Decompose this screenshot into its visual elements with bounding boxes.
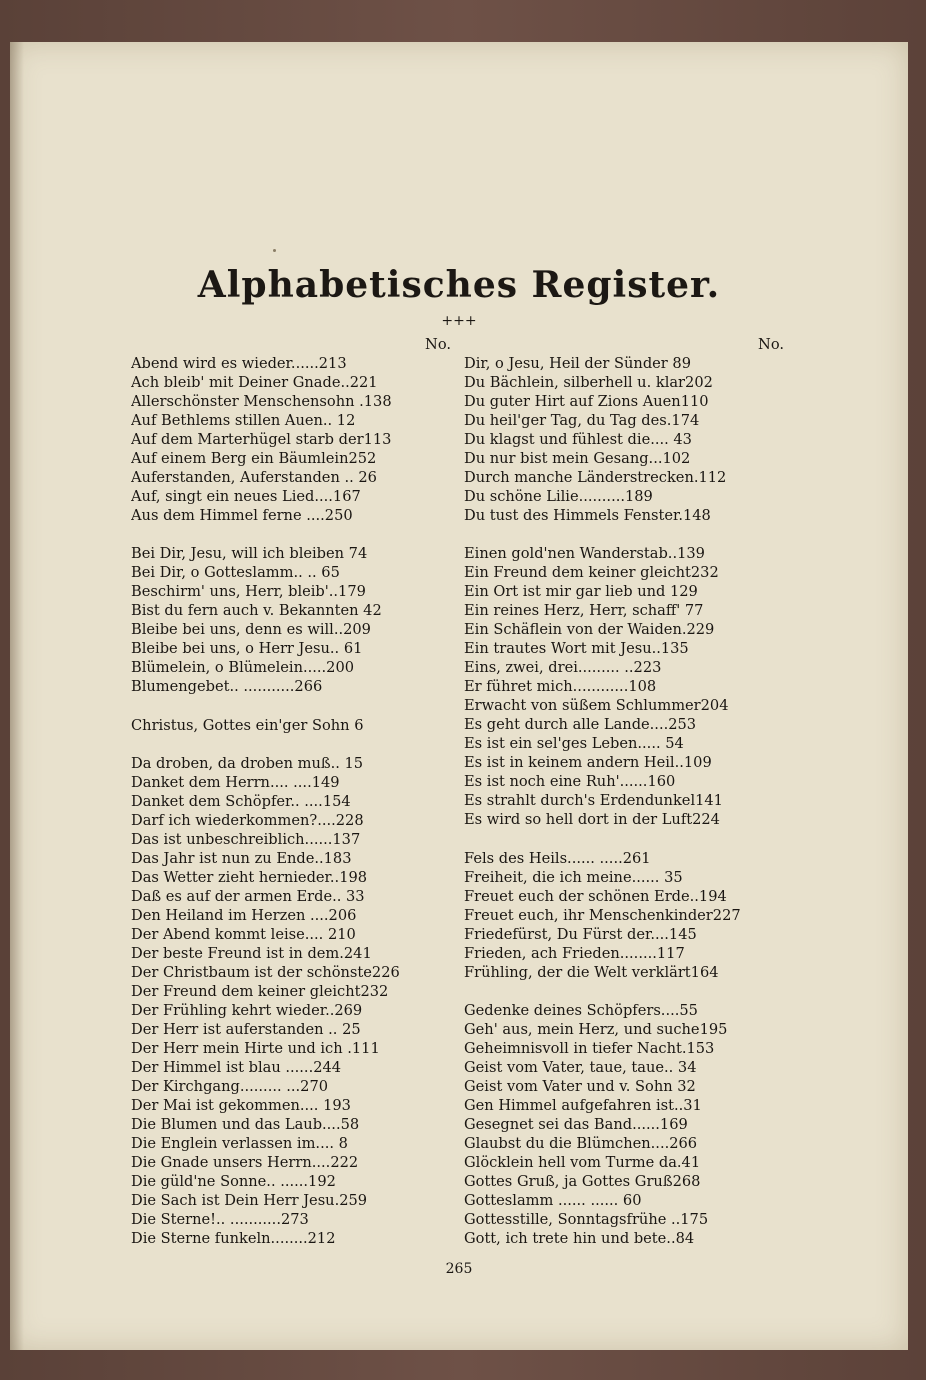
group-gap <box>464 525 784 544</box>
register-entry: Die Sterne funkeln........212 <box>131 1230 336 1248</box>
register-entry: Ein reines Herz, Herr, schaff' 77 <box>464 602 704 620</box>
register-entry: Du heil'ger Tag, du Tag des.174 <box>464 412 700 429</box>
group-gap <box>131 525 451 544</box>
register-entry: Geist vom Vater und v. Sohn 32 <box>464 1078 696 1096</box>
register-entry: Freuet euch, ihr Menschenkinder227 <box>464 906 741 924</box>
register-entry: Auf dem Marterhügel starb der113 <box>131 431 392 448</box>
register-entry: Freuet euch der schönen Erde..194 <box>464 887 727 905</box>
register-entry: Abend wird es wieder......213 <box>131 355 347 372</box>
register-entry: Der Christbaum ist der schönste226 <box>131 964 400 982</box>
register-entry: Der Frühling kehrt wieder..269 <box>131 1002 363 1020</box>
register-entry: Die Gnade unsers Herrn....222 <box>131 1154 359 1172</box>
register-entry: Es ist in keinem andern Heil..109 <box>464 754 712 772</box>
register-entry: Gotteslamm ...... ...... 60 <box>464 1192 642 1210</box>
register-entry: Geheimnisvoll in tiefer Nacht.153 <box>464 1040 715 1058</box>
register-entry: Er führet mich............108 <box>464 678 657 696</box>
register-entry: Allerschönster Menschensohn .138 <box>131 393 392 410</box>
register-entry: Geh' aus, mein Herz, und suche195 <box>464 1021 728 1039</box>
register-entry: Die güld'ne Sonne.. ......192 <box>131 1173 336 1191</box>
group-gap <box>131 735 451 754</box>
register-entry: Eins, zwei, drei......... ..223 <box>464 659 662 677</box>
register-entry: Gen Himmel aufgefahren ist..31 <box>464 1097 702 1115</box>
number-header: No. <box>425 336 451 353</box>
register-entry: Danket dem Schöpfer.. ....154 <box>131 793 351 811</box>
register-entry: Das Jahr ist nun zu Ende..183 <box>131 850 352 868</box>
register-entry: Die Sach ist Dein Herr Jesu.259 <box>131 1192 368 1210</box>
register-entry: Gesegnet sei das Band......169 <box>464 1116 688 1134</box>
register-entry: Daß es auf der armen Erde.. 33 <box>131 888 365 906</box>
left-column <box>131 335 451 1248</box>
register-entry: Es wird so hell dort in der Luft224 <box>464 811 720 829</box>
group-gap <box>131 696 451 715</box>
register-entry: Aus dem Himmel ferne ....250 <box>131 507 353 524</box>
register-entry: Das ist unbeschreiblich......137 <box>131 831 361 849</box>
register-entry: Gottes Gruß, ja Gottes Gruß268 <box>464 1173 701 1191</box>
register-entry: Es geht durch alle Lande....253 <box>464 716 697 734</box>
register-entry: Gottesstille, Sonntagsfrühe ..175 <box>464 1211 709 1229</box>
number-header: No. <box>758 336 784 353</box>
register-entry: Der Herr mein Hirte und ich .111 <box>131 1040 380 1058</box>
register-entry: Du klagst und fühlest die.... 43 <box>464 431 692 448</box>
register-entry: Der Herr ist auferstanden .. 25 <box>131 1021 361 1039</box>
register-entry: Geist vom Vater, taue, taue.. 34 <box>464 1059 697 1077</box>
gutter-shadow <box>10 42 24 1350</box>
group-gap <box>464 829 784 848</box>
register-entry: Danket dem Herrn.... ....149 <box>131 774 340 792</box>
register-entry: Glöcklein hell vom Turme da.41 <box>464 1154 701 1172</box>
register-entry: Da droben, da droben muß.. 15 <box>131 755 364 773</box>
right-column <box>464 335 784 1248</box>
register-entry: Auf Bethlems stillen Auen.. 12 <box>131 412 356 429</box>
register-entry: Friedefürst, Du Fürst der....145 <box>464 925 697 943</box>
register-entry: Auf, singt ein neues Lied....167 <box>131 488 361 505</box>
register-entry: Der beste Freund ist in dem.241 <box>131 945 372 963</box>
register-entry: Du nur bist mein Gesang...102 <box>464 450 691 467</box>
register-entry: Die Sterne!.. ...........273 <box>131 1211 309 1229</box>
register-entry: Bist du fern auch v. Bekannten 42 <box>131 602 382 620</box>
register-entry: Durch manche Länderstrecken.112 <box>464 469 727 486</box>
register-entry: Du Bächlein, silberhell u. klar202 <box>464 374 713 391</box>
register-entry: Erwacht von süßem Schlummer204 <box>464 697 729 715</box>
speck <box>273 249 276 252</box>
book-page <box>10 42 908 1350</box>
register-entry: Christus, Gottes ein'ger Sohn 6 <box>131 716 364 734</box>
register-entry: Ein Ort ist mir gar lieb und 129 <box>464 583 698 601</box>
register-entry: Blumengebet.. ...........266 <box>131 678 323 696</box>
register-entry: Es ist noch eine Ruh'......160 <box>464 773 676 791</box>
register-entry: Dir, o Jesu, Heil der Sünder 89 <box>464 355 691 372</box>
register-entry: Der Abend kommt leise.... 210 <box>131 926 356 944</box>
register-entry: Bleibe bei uns, o Herr Jesu.. 61 <box>131 640 363 658</box>
register-entry: Den Heiland im Herzen ....206 <box>131 907 357 925</box>
register-entry: Bleibe bei uns, denn es will..209 <box>131 621 371 639</box>
register-entry: Ein Freund dem keiner gleicht232 <box>464 564 719 582</box>
register-entry: Einen gold'nen Wanderstab..139 <box>464 545 705 563</box>
register-entry: Frühling, der die Welt verklärt164 <box>464 963 719 981</box>
register-entry: Der Freund dem keiner gleicht232 <box>131 983 389 1001</box>
title-ornament: +++ <box>441 313 477 329</box>
register-entry: Blümelein, o Blümelein.....200 <box>131 659 355 677</box>
register-entry: Ein trautes Wort mit Jesu..135 <box>464 640 689 658</box>
register-entry: Ach bleib' mit Deiner Gnade..221 <box>131 374 378 391</box>
register-entry: Fels des Heils...... .....261 <box>464 849 651 867</box>
page-title: Alphabetisches Register. <box>197 264 721 306</box>
register-entry: Bei Dir, Jesu, will ich bleiben 74 <box>131 545 368 563</box>
register-entry: Du schöne Lilie..........189 <box>464 488 653 505</box>
register-entry: Du guter Hirt auf Zions Auen110 <box>464 393 709 410</box>
register-entry: Glaubst du die Blümchen....266 <box>464 1135 698 1153</box>
group-gap <box>464 982 784 1001</box>
register-entry: Die Blumen und das Laub....58 <box>131 1116 360 1134</box>
register-entry: Die Englein verlassen im.... 8 <box>131 1135 348 1153</box>
register-entry: Darf ich wiederkommen?....228 <box>131 812 364 830</box>
register-entry: Gott, ich trete hin und bete..84 <box>464 1230 695 1248</box>
register-entry: Auferstanden, Auferstanden .. 26 <box>131 469 377 486</box>
register-entry: Bei Dir, o Gotteslamm.. .. 65 <box>131 564 340 582</box>
register-entry: Der Himmel ist blau ......244 <box>131 1059 342 1077</box>
register-entry: Du tust des Himmels Fenster.148 <box>464 507 711 524</box>
register-entry: Freiheit, die ich meine...... 35 <box>464 868 683 886</box>
register-entry: Der Kirchgang......... ...270 <box>131 1078 329 1096</box>
register-entry: Der Mai ist gekommen.... 193 <box>131 1097 351 1115</box>
register-entry: Das Wetter zieht hernieder..198 <box>131 869 368 887</box>
register-entry: Gedenke deines Schöpfers....55 <box>464 1002 698 1020</box>
register-entry: Beschirm' uns, Herr, bleib'..179 <box>131 583 366 601</box>
register-entry: Es ist ein sel'ges Leben..... 54 <box>464 735 684 753</box>
register-entry: Ein Schäflein von der Waiden.229 <box>464 621 715 639</box>
register-entry: Auf einem Berg ein Bäumlein252 <box>131 450 377 467</box>
register-entry: Frieden, ach Frieden........117 <box>464 944 685 962</box>
page-number: 265 <box>445 1261 473 1277</box>
register-entry: Es strahlt durch's Erdendunkel141 <box>464 792 723 810</box>
